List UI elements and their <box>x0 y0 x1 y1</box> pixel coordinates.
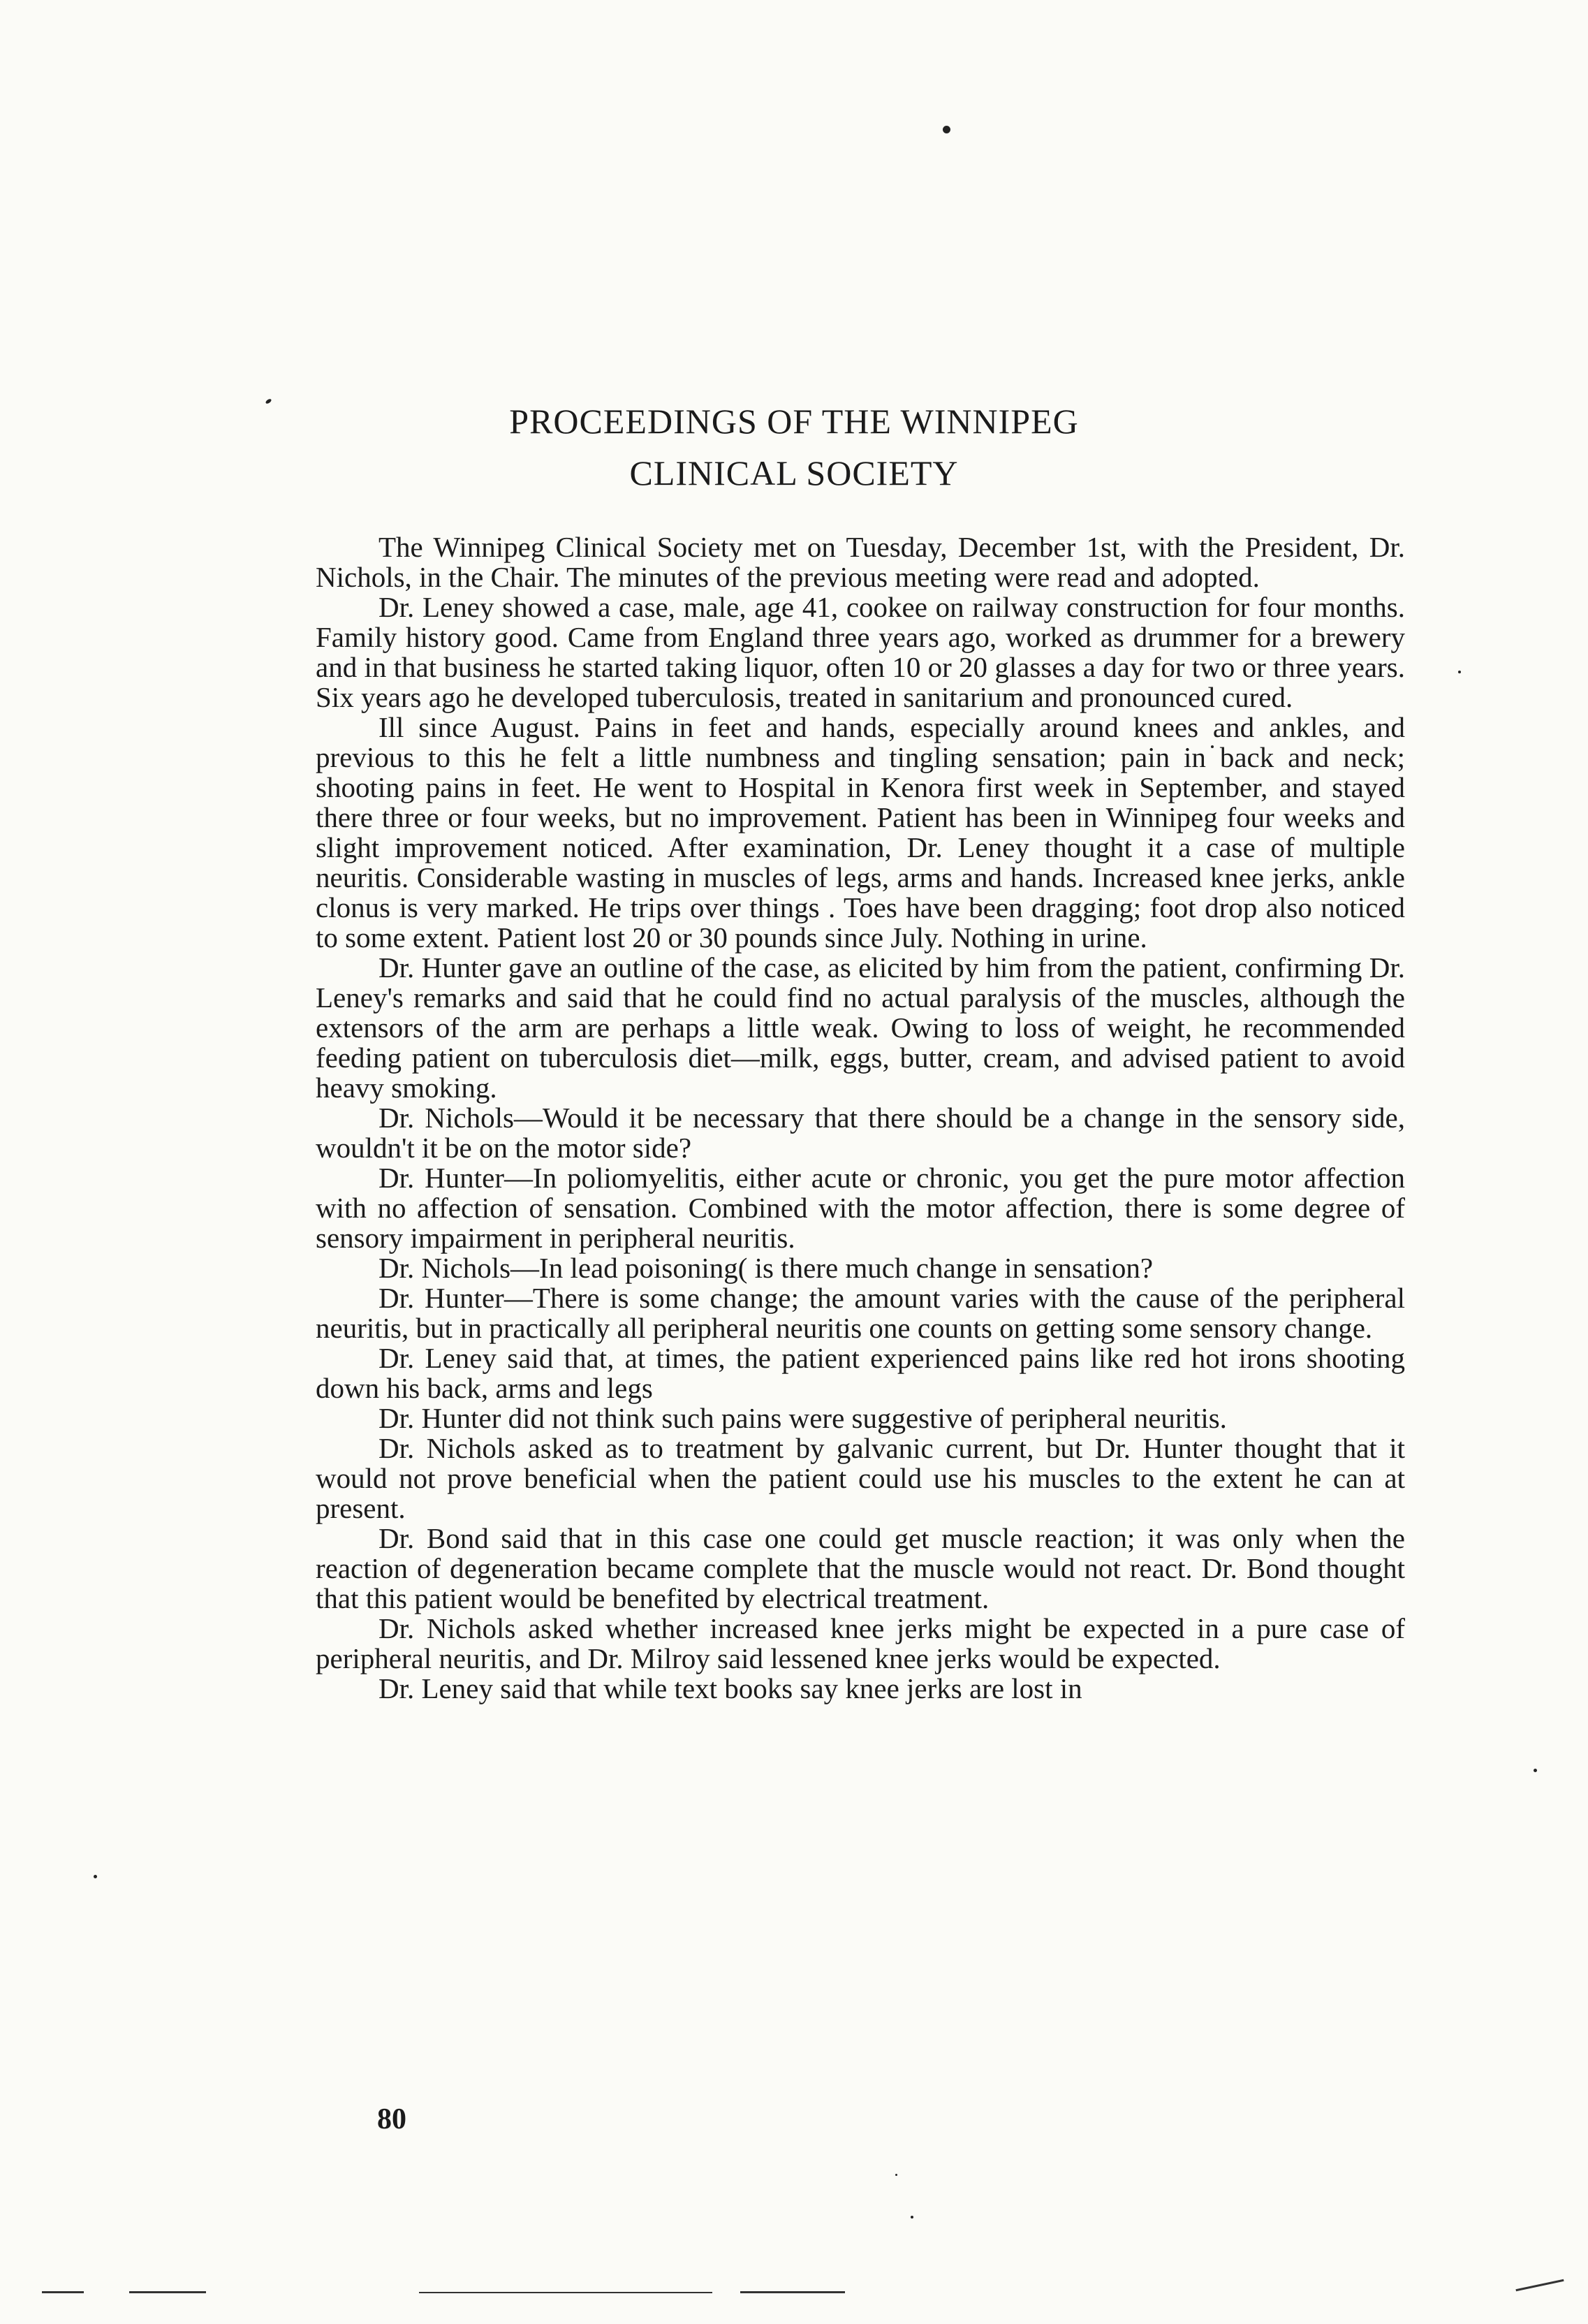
scan-speck <box>94 1875 97 1878</box>
paragraph: Dr. Leney said that, at times, the patient experienced pains like red hot irons shooting down his back, arms and legs <box>316 1342 1405 1404</box>
paragraph: Dr. Hunter gave an outline of the case, as elicited by him from the patient, confirming Dr. Leney's remarks and said that he could find no actual paralysis of the muscles, although the extensors of the arm are perhaps a little weak. Owing to loss of weight, he recommended feeding patient on tuberculosis diet—milk, eggs, butter, cream, and advised patient to avoid heavy smoking. <box>316 951 1405 1104</box>
paragraph: Dr. Nichols—Would it be necessary that there should be a change in the sensory side, wouldn't it be on the motor side? <box>316 1102 1405 1164</box>
paragraph: Dr. Hunter did not think such pains were suggestive of peripheral neuritis. <box>378 1402 1227 1434</box>
paragraph: Dr. Nichols—In lead poisoning( is there much change in sensation? <box>378 1252 1154 1284</box>
paragraph: Dr. Leney showed a case, male, age 41, cookee on railway construction for four months. Family history good. Came from England three years ago, worked as drummer for a brewery and in that business he started taking liquor, often 10 or 20 glasses a day for two or three years. Six years ago he developed tuberculosis, treated in sanitarium and pronounced cured. <box>316 591 1405 713</box>
scan-speck <box>911 2216 913 2219</box>
paragraph: Dr. Hunter—There is some change; the amount varies with the cause of the peripheral neuritis, but in practically all peripheral neuritis one counts on getting some sensory change. <box>316 1282 1405 1344</box>
scan-edge-rule <box>740 2291 845 2293</box>
paragraph: Dr. Nichols asked as to treatment by galvanic current, but Dr. Hunter thought that it would not prove beneficial when the patient could use his muscles to the extent he can at present. <box>316 1432 1405 1524</box>
scan-edge-rule <box>129 2291 206 2293</box>
scan-speck <box>943 126 950 133</box>
page-title-line-2: CLINICAL SOCIETY <box>629 453 959 492</box>
paragraph: Dr. Hunter—In poliomyelitis, either acute or chronic, you get the pure motor affection with no affection of sensation. Combined with the motor affection, there is some degree of sensory impairment in peripheral neuritis. <box>316 1162 1405 1254</box>
paragraph: The Winnipeg Clinical Society met on Tuesday, December 1st, with the President, Dr. Nichols, in the Chair. The minutes of the previous meeting were read and adopted. <box>316 531 1405 593</box>
article-body <box>316 532 1405 1704</box>
scan-edge-rule <box>42 2291 84 2293</box>
scan-speck <box>1458 671 1461 673</box>
scan-speck <box>895 2174 897 2176</box>
paragraph: Dr. Nichols asked whether increased knee jerks might be expected in a pure case of peripheral neuritis, and Dr. Milroy said lessened knee jerks would be expected. <box>316 1612 1405 1674</box>
paragraph: Ill since August. Pains in feet and hands, especially around knees and ankles, and previous to this he felt a little numbness and tingling sensation; pain in back and neck; shooting pains in feet. He went to Hospital in Kenora first week in September, and stayed there three or four weeks, but no improvement. Patient has been in Winnipeg four weeks and slight improvement noticed. After examination, Dr. Leney thought it a case of multiple neuritis. Considerable wasting in muscles of legs, arms and hands. Increased knee jerks, ankle clonus is very marked. He trips over things . Toes have been dragging; foot drop also noticed to some extent. Patient lost 20 or 30 pounds since July. Nothing in urine. <box>316 711 1405 953</box>
paragraph: Dr. Bond said that in this case one could get muscle reaction; it was only when the reaction of degeneration became complete that the muscle would not react. Dr. Bond thought that this patient would be benefited by electrical treatment. <box>316 1522 1405 1614</box>
page-title-line-1: PROCEEDINGS OF THE WINNIPEG <box>509 402 1079 441</box>
scan-edge-rule <box>419 2292 712 2293</box>
scan-edge-rule <box>1515 2279 1564 2291</box>
page-number: 80 <box>377 2103 406 2135</box>
scan-speck <box>1534 1769 1537 1772</box>
paragraph: Dr. Leney said that while text books say knee jerks are lost in <box>378 1672 1082 1704</box>
